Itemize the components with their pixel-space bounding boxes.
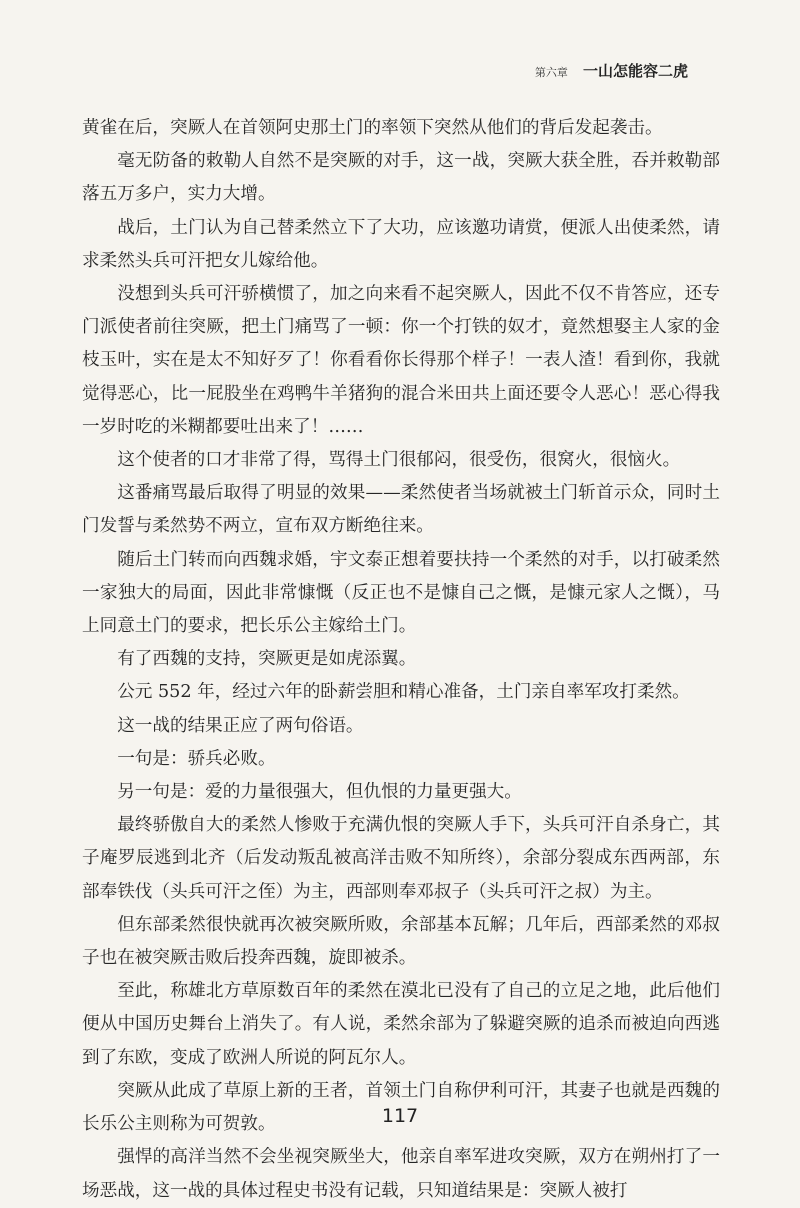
paragraph: 这一战的结果正应了两句俗语。	[117, 715, 364, 736]
chapter-number: 第六章	[534, 66, 568, 79]
paragraph: 最终骄傲自大的柔然人惨败于充满仇恨的突厥人手下，头兵可汗自杀身亡，其子庵罗辰逃到北齐（后发动叛乱被高洋击败不知所终），余部分裂成东西两部，东部奉铁伐（头兵可汗之侄）为主，西部则奉邓叔子（头兵可汗之叔）为主。	[82, 815, 720, 902]
paragraph: 有了西魏的支持，突厥更是如虎添翼。	[117, 649, 417, 670]
paragraph: 另一句是：爱的力量很强大，但仇恨的力量更强大。	[117, 782, 522, 803]
paragraph: 没想到头兵可汗骄横惯了，加之向来看不起突厥人，因此不仅不肯答应，还专门派使者前往突厥，把土门痛骂了一顿：你一个打铁的奴才，竟然想娶主人家的金枝玉叶，实在是太不知好歹了！你看看你长得那个样子！一表人渣！看到你，我就觉得恶心，比一屁股坐在鸡鸭牛羊猪狗的混合米田共上面还要令人恶心！恶心得我一岁时吃的米糊都要吐出来了！……	[82, 284, 720, 437]
paragraph: 突厥从此成了草原上新的王者，首领土门自称伊利可汗，其妻子也就是西魏的长乐公主则称为可贺敦。	[82, 1080, 720, 1135]
paragraph: 战后，土门认为自己替柔然立下了大功，应该邀功请赏，便派人出使柔然，请求柔然头兵可汗把女儿嫁给他。	[82, 217, 720, 271]
paragraph: 这个使者的口才非常了得，骂得土门很郁闷，很受伤，很窝火，很恼火。	[117, 450, 681, 471]
paragraph: 毫无防备的敕勒人自然不是突厥的对手，这一战，突厥大获全胜，吞并敕勒部落五万多户，实力大增。	[82, 151, 720, 205]
running-header	[535, 60, 688, 81]
paragraph: 一句是：骄兵必败。	[117, 748, 276, 769]
paragraph: 至此，称雄北方草原数百年的柔然在漠北已没有了自己的立足之地，此后他们便从中国历史舞台上消失了。有人说，柔然余部为了躲避突厥的追杀而被迫向西逃到了东欧，变成了欧洲人所说的阿瓦尔人。	[82, 981, 720, 1068]
paragraph: 黄雀在后，突厥人在首领阿史那土门的率领下突然从他们的背后发起袭击。	[82, 118, 663, 138]
page-number: 117	[381, 1105, 419, 1127]
body-text	[82, 112, 720, 1208]
paragraph: 公元 552 年，经过六年的卧薪尝胆和精心准备，土门亲自率军攻打柔然。	[117, 682, 690, 703]
paragraph: 强悍的高洋当然不会坐视突厥坐大，他亲自率军进攻突厥，双方在朔州打了一场恶战，这一战的具体过程史书没有记载，只知道结果是：突厥人被打	[82, 1147, 720, 1201]
paragraph: 这番痛骂最后取得了明显的效果——柔然使者当场就被土门斩首示众，同时土门发誓与柔然势不两立，宣布双方断绝往来。	[82, 483, 720, 537]
paragraph: 随后土门转而向西魏求婚，宇文泰正想着要扶持一个柔然的对手，以打破柔然一家独大的局面，因此非常慷慨（反正也不是慷自己之慨，是慷元家人之慨），马上同意土门的要求，把长乐公主嫁给土门。	[82, 549, 720, 637]
chapter-title: 一山怎能容二虎	[582, 62, 688, 80]
paragraph: 但东部柔然很快就再次被突厥所败，余部基本瓦解；几年后，西部柔然的邓叔子也在被突厥击败后投奔西魏，旋即被杀。	[82, 914, 720, 969]
